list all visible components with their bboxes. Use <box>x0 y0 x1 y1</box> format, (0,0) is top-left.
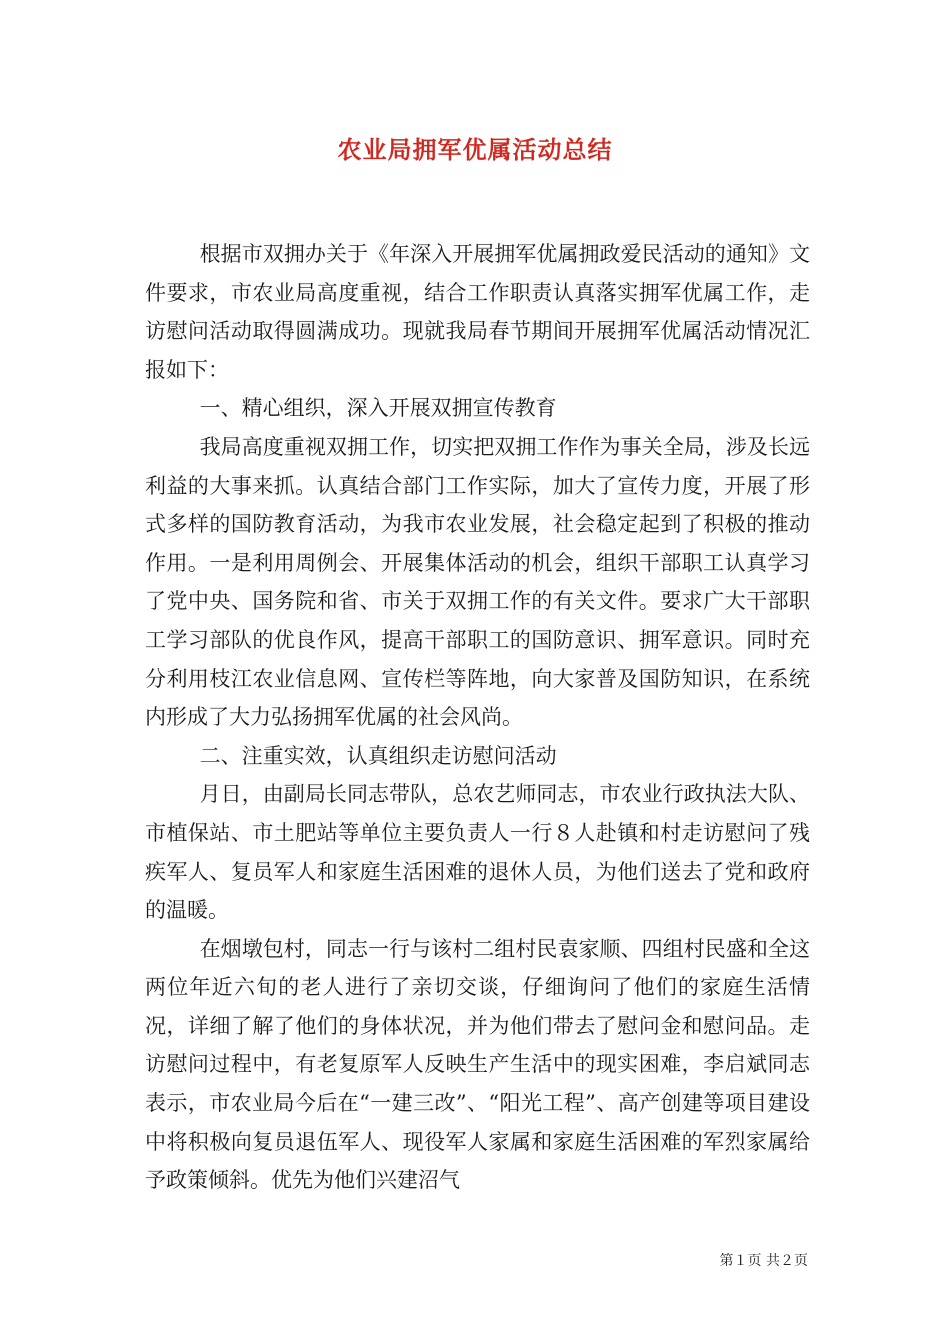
document-body <box>145 235 810 1200</box>
paragraph-intro: 根据市双拥办关于《年深入开展拥军优属拥政爱民活动的通知》文件要求，市农业局高度重视，结合工作职责认真落实拥军优属工作，走访慰问活动取得圆满成功。现就我局春节期间开展拥军优属活动情况汇报如下： <box>145 242 810 382</box>
paragraph-section-2b: 在烟墩包村，同志一行与该村二组村民袁家顺、四组村民盛和全这两位年近六旬的老人进行了亲切交谈，仔细询问了他们的家庭生活情况，详细了解了他们的身体状况，并为他们带去了慰问金和慰问品。走访慰问过程中，有老复原军人反映生产生活中的现实困难，李启斌同志表示，市农业局今后在“一建三改”、“阳光工程”、高产创建等项目建设中将积极向复员退伍军人、现役军人家属和家庭生活困难的军烈家属给予政策倾斜。优先为他们兴建沼气 <box>145 936 810 1193</box>
page-number: 第１页 共２页 <box>719 1253 808 1269</box>
section-heading-2: 二、注重实效，认真组织走访慰问活动 <box>199 743 557 768</box>
document-title: 农业局拥军优属活动总结 <box>337 135 613 164</box>
paragraph-section-2a: 月日，由副局长同志带队，总农艺师同志，市农业行政执法大队、市植保站、市土肥站等单位主要负责人一行８人赴镇和村走访慰问了残疾军人、复员军人和家庭生活困难的退休人员，为他们送去了党和政府的温暖。 <box>145 782 810 923</box>
paragraph-section-1: 我局高度重视双拥工作，切实把双拥工作作为事关全局，涉及长远利益的大事来抓。认真结合部门工作实际，加大了宣传力度，开展了形式多样的国防教育活动，为我市农业发展，社会稳定起到了积极的推动作用。一是利用周例会、开展集体活动的机会，组织干部职工认真学习了党中央、国务院和省、市关于双拥工作的有关文件。要求广大干部职工学习部队的优良作风，提高干部职工的国防意识、拥军意识。同时充分利用枝江农业信息网、宣传栏等阵地，向大家普及国防知识，在系统内形成了大力弘扬拥军优属的社会风尚。 <box>145 434 810 730</box>
section-heading-1: 一、精心组织，深入开展双拥宣传教育 <box>199 396 557 421</box>
